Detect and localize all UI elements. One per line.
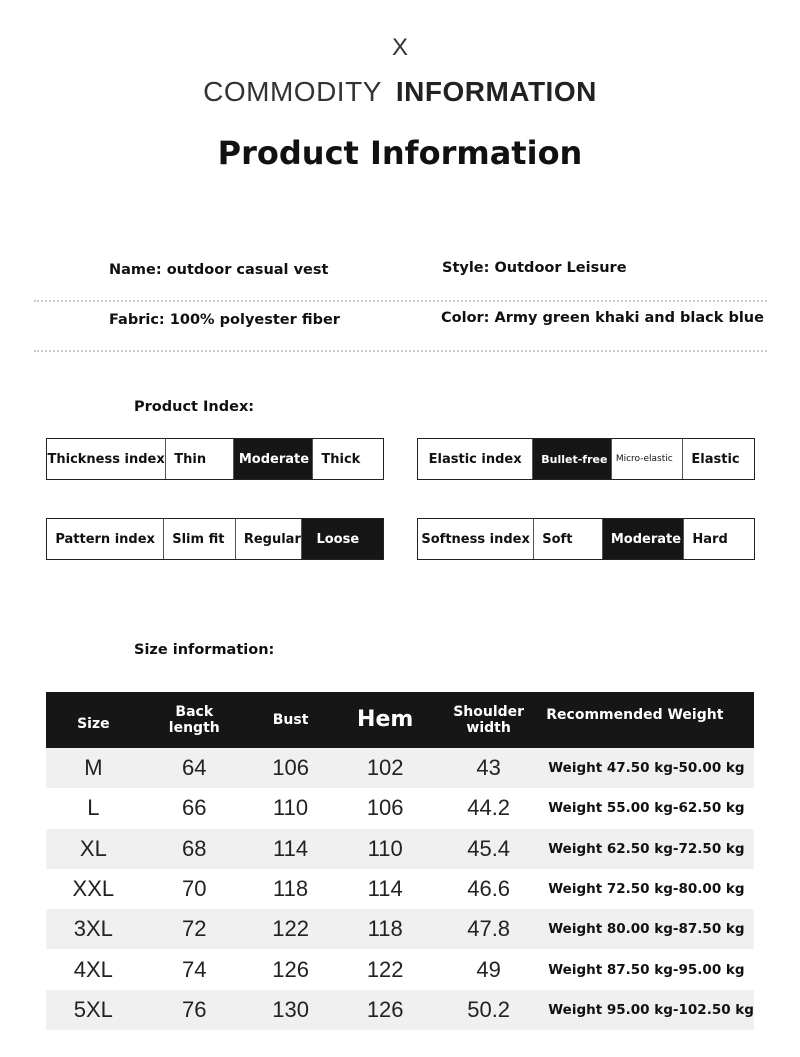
cell-back-length: 68 [141,829,248,869]
cell-weight: Weight 87.50 kg-95.00 kg [548,961,745,978]
cell-hem: 126 [333,990,437,1030]
cell-shoulder-width: 46.6 [467,876,511,902]
thickness-option-thin: Thin [166,439,234,479]
softness-index [417,518,755,560]
pattern-option-regular: Regular [236,519,303,559]
thickness-option-moderate: Moderate [234,439,314,479]
cell-weight: Weight 47.50 kg-50.00 kg [540,748,754,788]
heading-information: INFORMATION [395,76,597,107]
cell-back-length: 74 [182,956,207,982]
table-row [46,990,754,1030]
header-back-length: Back length [141,692,248,748]
cell-hem: 102 [333,748,437,788]
cell-back-length: 72 [141,909,248,949]
cell-back-length: 70 [182,876,207,902]
info-row-1 [34,250,767,302]
elastic-index [417,438,755,480]
product-name: Name: outdoor casual vest [109,262,329,278]
elastic-index-label: Elastic index [418,439,533,479]
product-style: Style: Outdoor Leisure [442,260,627,276]
elastic-option-micro-elastic: Micro-elastic [612,439,684,479]
heading-commodity: COMMODITY [203,76,382,107]
cell-hem: 118 [333,909,437,949]
header-size: Size [46,692,141,748]
cell-hem: 114 [367,876,403,902]
cell-shoulder-width: 50.2 [437,990,540,1030]
cell-weight: Weight 62.50 kg-72.50 kg [540,829,754,869]
table-row [46,909,754,949]
cell-size: M [46,748,141,788]
cell-shoulder-width: 49 [476,956,501,982]
cell-weight: Weight 55.00 kg-62.50 kg [548,800,745,817]
table-row [46,788,754,828]
cell-shoulder-width: 43 [437,748,540,788]
softness-option-hard: Hard [692,531,728,547]
pattern-index [46,518,384,560]
cell-weight: Weight 95.00 kg-102.50 kg [540,990,754,1030]
cell-size: L [87,795,100,821]
header-bust: Bust [248,692,333,748]
cell-bust: 118 [273,876,309,902]
cell-hem: 106 [366,795,404,821]
pattern-option-slim-fit: Slim fit [164,519,236,559]
cell-hem: 110 [333,829,437,869]
cell-size: XXL [72,876,115,902]
cell-size: 4XL [73,956,113,982]
table-row [46,949,754,989]
thickness-option-thick: Thick [321,451,361,467]
cell-back-length: 64 [141,748,248,788]
cell-back-length: 76 [141,990,248,1030]
cell-bust: 122 [248,909,333,949]
cell-hem: 122 [366,956,404,982]
cell-size: XL [46,829,141,869]
cell-bust: 130 [248,990,333,1030]
page-title: Product Information [217,134,583,172]
table-row [46,869,754,909]
softness-option-moderate: Moderate [603,519,685,559]
pattern-option-loose: Loose [302,519,383,559]
table-row [46,829,754,869]
thickness-index [46,438,384,480]
cell-size: 5XL [46,990,141,1030]
pattern-index-label: Pattern index [47,519,164,559]
header-hem: Hem [333,692,437,748]
product-index-label: Product Index: [134,399,255,415]
cell-bust: 126 [272,956,309,982]
cell-bust: 114 [248,829,333,869]
thickness-index-label: Thickness index [47,439,166,479]
size-table-header [46,692,754,748]
cell-shoulder-width: 44.2 [467,795,511,821]
product-fabric: Fabric: 100% polyester fiber [109,312,340,328]
cell-back-length: 66 [182,795,207,821]
softness-index-label: Softness index [418,519,534,559]
cell-weight: Weight 72.50 kg-80.00 kg [548,881,745,898]
cell-shoulder-width: 47.8 [437,909,540,949]
table-row [46,748,754,788]
size-information-label: Size information: [134,642,275,658]
cell-shoulder-width: 45.4 [437,829,540,869]
commodity-information-heading [0,76,800,108]
product-color: Color: Army green khaki and black blue [441,310,764,326]
decorative-x-mark: X [391,34,408,61]
cell-bust: 110 [273,795,309,821]
elastic-option-elastic: Elastic [691,451,740,467]
cell-bust: 106 [248,748,333,788]
softness-option-soft: Soft [534,519,603,559]
header-shoulder-width: Shoulder width [437,692,540,748]
cell-weight: Weight 80.00 kg-87.50 kg [540,909,754,949]
size-table [46,692,754,1030]
header-recommended-weight: Recommended Weight [540,692,754,748]
info-row-2 [34,300,767,352]
cell-size: 3XL [46,909,141,949]
elastic-option-bullet-free: Bullet-free [533,439,612,479]
